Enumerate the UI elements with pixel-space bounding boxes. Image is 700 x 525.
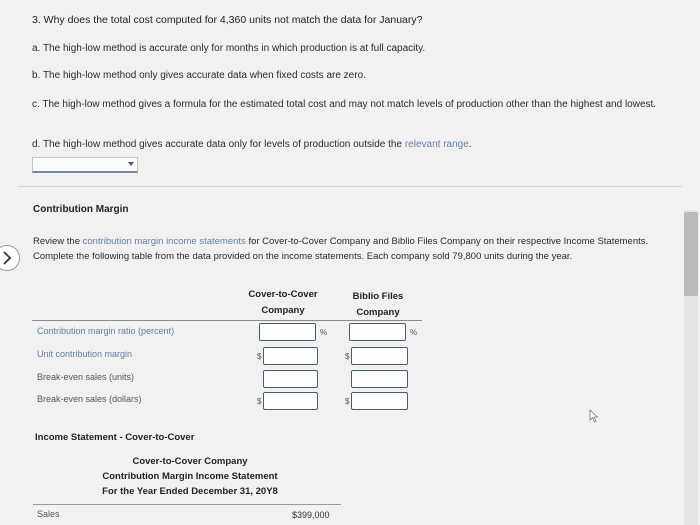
option-d-letter: d. <box>32 139 41 150</box>
option-a-text: The high-low method is accurate only for months in which production is at full capacity. <box>42 43 426 54</box>
option-c-letter: c. <box>32 99 40 110</box>
col-header-cover <box>233 287 333 319</box>
option-d <box>32 139 472 150</box>
instructions-after: for Cover-to-Cover Company and Biblio Files Company on their respective Income Statements. Complete the following table from the data provided on the income statements. Each company sold 79,800 units during the year. <box>33 236 649 263</box>
statement-title: Contribution Margin Income Statement <box>102 471 278 483</box>
expand-panel-button[interactable] <box>0 245 20 271</box>
col-header-biblio <box>333 289 423 321</box>
cover-be-dollars-currency: $ <box>257 397 262 406</box>
relevant-range-link[interactable]: relevant range <box>404 139 469 150</box>
biblio-unit-cm-currency: $ <box>345 352 350 361</box>
income-statement-heading: Income Statement - Cover-to-Cover <box>35 432 195 443</box>
biblio-be-dollars-currency: $ <box>345 397 350 406</box>
col-header-biblio-line1: Biblio Files <box>352 291 404 302</box>
statement-period: For the Year Ended December 31, 20Y8 <box>102 486 278 498</box>
answer-dropdown[interactable] <box>32 157 138 173</box>
statement-company: Cover-to-Cover Company <box>132 456 248 467</box>
row-label-cm-ratio: Contribution margin ratio (percent) <box>37 326 175 336</box>
biblio-be-dollars-input[interactable] <box>351 392 408 410</box>
col-header-cover-line2: Company <box>261 305 305 317</box>
cover-be-units-input[interactable] <box>263 370 318 388</box>
sales-value: $399,000 <box>292 510 330 520</box>
biblio-cm-ratio-unit: % <box>410 328 418 337</box>
chevron-down-icon <box>128 162 134 166</box>
instructions-before: Review the <box>33 236 83 247</box>
scrollbar-thumb[interactable] <box>684 212 698 296</box>
biblio-be-units-input[interactable] <box>351 370 408 388</box>
question-title: 3. Why does the total cost computed for 4,360 units not match the data for January? <box>32 14 423 26</box>
row-label-be-units: Break-even sales (units) <box>37 372 135 382</box>
row-label-be-dollars: Break-even sales (dollars) <box>37 394 142 404</box>
option-a-letter: a. <box>32 43 41 54</box>
row-label-unit-cm: Unit contribution margin <box>37 349 133 359</box>
statement-rule <box>33 504 341 505</box>
option-a <box>32 43 425 54</box>
cover-be-dollars-input[interactable] <box>263 392 318 410</box>
option-d-text: The high-low method gives accurate data only for levels of production outside the <box>42 139 403 150</box>
col-header-cover-line1: Cover-to-Cover <box>248 289 318 300</box>
biblio-unit-cm-input[interactable] <box>351 347 408 365</box>
mouse-cursor-icon <box>589 409 599 423</box>
section-divider <box>18 186 682 187</box>
option-b-letter: b. <box>32 70 41 81</box>
cover-cm-ratio-input[interactable] <box>259 323 316 341</box>
cover-unit-cm-currency: $ <box>257 352 262 361</box>
option-d-period: . <box>468 139 472 150</box>
sales-label: Sales <box>37 509 60 519</box>
cover-cm-ratio-unit: % <box>320 328 328 337</box>
col-header-biblio-line2: Company <box>356 307 400 319</box>
chevron-right-icon <box>2 251 12 265</box>
income-statements-link[interactable]: contribution margin income statements <box>82 236 246 247</box>
biblio-cm-ratio-input[interactable] <box>349 323 406 341</box>
table-header-rule <box>32 320 422 321</box>
cover-unit-cm-input[interactable] <box>263 347 318 365</box>
income-statement-header <box>85 454 295 500</box>
contribution-heading: Contribution Margin <box>33 204 129 215</box>
option-c-text: The high-low method gives a formula for the estimated total cost and may not match levels of production other than the highest and lowest. <box>42 99 657 110</box>
contribution-instructions <box>33 234 678 264</box>
option-b <box>32 70 366 81</box>
option-c <box>32 97 682 113</box>
option-b-text: The high-low method only gives accurate data when fixed costs are zero. <box>42 70 366 81</box>
